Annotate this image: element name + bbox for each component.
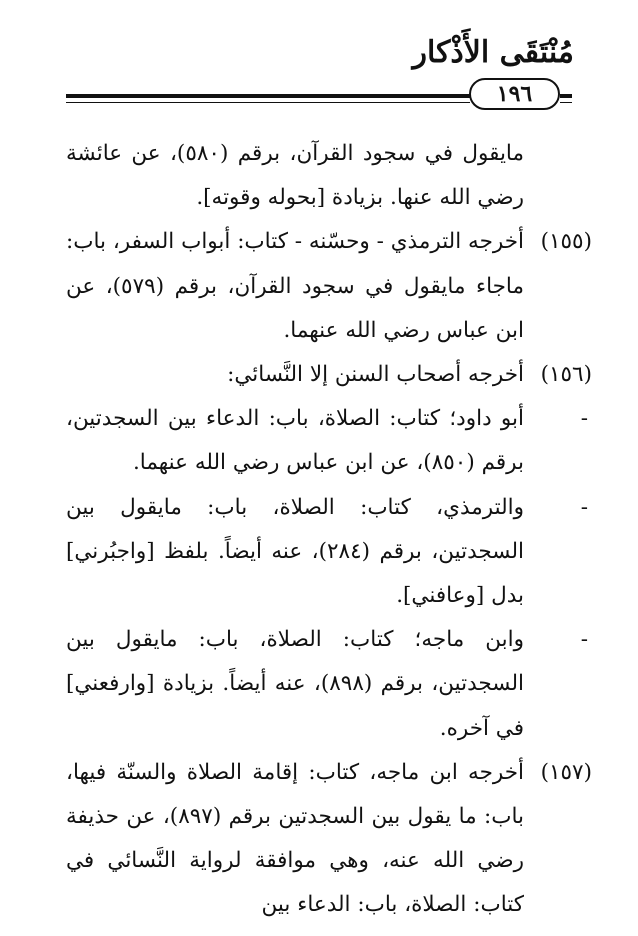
header-rule-right-thick xyxy=(560,94,572,98)
list-item-text: والترمذي، كتاب: الصلاة، باب: مايقول بين السجدتين، برقم (٢٨٤)، عنه أيضاً. بلفظ [واجبُرني] بدل [وعافني]. xyxy=(66,494,524,609)
header-rule-thin xyxy=(66,102,470,103)
list-item-text: أبو داود؛ كتاب: الصلاة، باب: الدعاء بين السجدتين، برقم (٨٥٠)، عن ابن عباس رضي الله عنهما. xyxy=(66,406,524,476)
footnote-number: (١٥٧) xyxy=(540,759,592,785)
footnote-continuation xyxy=(66,132,592,220)
footnotes-body xyxy=(66,132,592,928)
list-dash: - xyxy=(580,494,588,520)
footnote-156 xyxy=(66,353,592,397)
footnote-155 xyxy=(66,220,592,353)
footnote-text: أخرجه الترمذي - وحسّنه - كتاب: أبواب السفر، باب: ماجاء مايقول في سجود القرآن، برقم (٥٧٩)، عن ابن عباس رضي الله عنهما. xyxy=(66,229,524,343)
footnote-number: (١٥٥) xyxy=(540,229,592,255)
footnote-156-abu-dawud xyxy=(66,397,592,485)
footnote-text: مايقول في سجود القرآن، برقم (٥٨٠)، عن عائشة رضي الله عنها. بزيادة [بحوله وقوته]. xyxy=(66,141,525,211)
footnote-text: أخرجه ابن ماجه، كتاب: إقامة الصلاة والسنّة فيها، باب: ما يقول بين السجدتين برقم (٨٩٧)، عن حذيفة رضي الله عنه، وهي موافقة لرواية النَّسائي في كتاب: الصلاة، باب: الدعاء بين xyxy=(66,759,525,918)
header-rule-right-thin xyxy=(560,102,572,103)
list-dash: - xyxy=(580,406,588,432)
page-number: ١٩٦ xyxy=(469,78,560,110)
footnote-156-ibn-majah xyxy=(66,618,592,751)
list-dash: - xyxy=(580,627,588,653)
footnote-number: (١٥٦) xyxy=(540,362,592,388)
footnote-156-tirmidhi xyxy=(66,486,592,619)
header-rule-thick xyxy=(66,94,470,98)
running-header-title: مُنْتَقَى الأَذْكار xyxy=(412,35,574,70)
footnote-text: أخرجه أصحاب السنن إلا النَّسائي: xyxy=(227,362,524,388)
list-item-text: وابن ماجه؛ كتاب: الصلاة، باب: مايقول بين السجدتين، برقم (٨٩٨)، عنه أيضاً. بزيادة [وارفعني] في آخره. xyxy=(66,627,524,741)
footnote-157 xyxy=(66,751,592,928)
